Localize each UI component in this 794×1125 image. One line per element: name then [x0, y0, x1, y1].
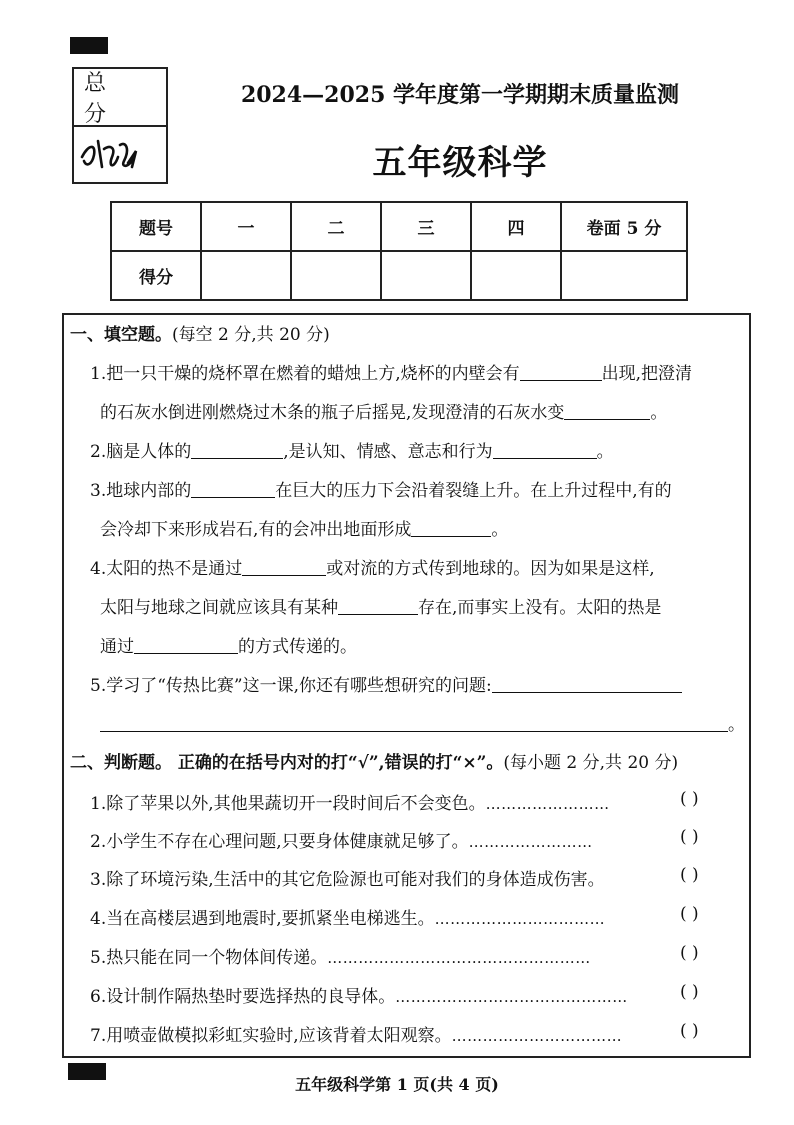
table-cell: 三 [381, 202, 471, 251]
judge-item-text: 2.小学生不存在心理问题,只要身体健康就足够了。 [90, 832, 469, 852]
signature-scribble-icon [74, 127, 166, 180]
judge-item-text: 4.当在高楼层遇到地震时,要抓紧坐电梯逃生。 [90, 909, 435, 929]
q4-text-f: 的方式传递的。 [238, 637, 357, 657]
table-cell: 二 [291, 202, 381, 251]
section1-heading-line [70, 320, 330, 345]
answer-blank[interactable] [242, 558, 326, 576]
leader-dots: …………………… [468, 833, 593, 851]
answer-blank[interactable] [134, 636, 238, 654]
q3-text-b: 在巨大的压力下会沿着裂缝上升。在上升过程中,有的 [275, 481, 672, 501]
section2-heading: 二、判断题。 [70, 753, 172, 773]
q4-text-e: 通过 [100, 637, 134, 657]
judge-item [90, 827, 593, 852]
table-cell: 得分 [111, 251, 201, 300]
q1-line1 [90, 359, 692, 384]
answer-paren[interactable]: ( ) [680, 865, 699, 885]
q1-end: 。 [650, 403, 668, 423]
judge-item-text: 7.用喷壶做模拟彩虹实验时,应该背着太阳观察。 [90, 1026, 452, 1046]
page-title: 五年级科学 [372, 143, 548, 183]
q3-end: 。 [491, 520, 509, 540]
section1-note: (每空 2 分,共 20 分) [172, 325, 330, 345]
score-input-cell[interactable] [381, 251, 471, 300]
answer-paren[interactable]: ( ) [680, 789, 699, 809]
judge-item [90, 982, 628, 1007]
section2-instruction: 正确的在括号内对的打“√”,错误的打“×”。 [172, 753, 504, 773]
answer-paren[interactable]: ( ) [680, 982, 699, 1002]
leader-dots: …………………………… [434, 910, 606, 928]
q2-text-b: ,是认知、情感、意志和行为 [283, 442, 493, 462]
answer-blank[interactable] [492, 675, 682, 693]
table-cell: 卷面 5 分 [561, 202, 687, 251]
answer-blank[interactable] [100, 714, 728, 732]
q4-text-d: 存在,而事实上没有。太阳的热是 [418, 598, 662, 618]
judge-item [90, 865, 605, 890]
q2-text-a: 2.脑是人体的 [90, 442, 192, 462]
total-score-label: 总 分 [74, 69, 166, 127]
exam-subtitle: 2024—2025 学年度第一学期期末质量监测 [240, 82, 680, 108]
table-cell: 一 [201, 202, 291, 251]
leader-dots: …………………………………………… [327, 949, 591, 967]
score-input-cell[interactable] [201, 251, 291, 300]
judge-item-text: 6.设计制作隔热垫时要选择热的良导体。 [90, 987, 396, 1007]
answer-blank[interactable] [191, 441, 283, 459]
q3-line1 [90, 476, 672, 501]
section1-heading: 一、填空题。 [70, 325, 172, 345]
answer-paren[interactable]: ( ) [680, 904, 699, 924]
score-table [110, 201, 688, 301]
answer-paren[interactable]: ( ) [680, 827, 699, 847]
leader-dots: ……………………………………… [395, 988, 628, 1006]
judge-item [90, 789, 610, 814]
q3-text-a: 3.地球内部的 [90, 481, 192, 501]
section2-note: (每小题 2 分,共 20 分) [503, 753, 679, 773]
grader-signature [74, 127, 166, 182]
q1-text-c: 的石灰水倒进刚燃烧过木条的瓶子后摇晃,发现澄清的石灰水变 [100, 403, 565, 423]
answer-paren[interactable]: ( ) [680, 1021, 699, 1041]
judge-item-text: 5.热只能在同一个物体间传递。 [90, 948, 328, 968]
q3-text-c: 会冷却下来形成岩石,有的会冲出地面形成 [100, 520, 412, 540]
page-footer: 五年级科学第 1 页(共 4 页) [295, 1075, 499, 1094]
table-cell: 四 [471, 202, 561, 251]
answer-blank[interactable] [520, 363, 602, 381]
registration-mark-top [70, 37, 108, 54]
q1-text-a: 1.把一只干燥的烧杯罩在燃着的蜡烛上方,烧杯的内壁会有 [90, 364, 520, 384]
q5-text-a: 5.学习了“传热比赛”这一课,你还有哪些想研究的问题: [90, 676, 492, 696]
q5-line2 [100, 710, 745, 735]
answer-blank[interactable] [493, 441, 597, 459]
q4-line3 [100, 632, 357, 657]
q2-end: 。 [596, 442, 614, 462]
q3-line2 [100, 515, 508, 540]
table-cell: 题号 [111, 202, 201, 251]
q5-line1 [90, 671, 682, 696]
q4-line1 [90, 554, 655, 579]
q1-text-b: 出现,把澄清 [601, 364, 693, 384]
q5-end: 。 [728, 715, 745, 735]
q4-line2 [100, 593, 661, 618]
total-score-box [72, 67, 168, 184]
judge-item [90, 904, 605, 929]
q4-text-c: 太阳与地球之间就应该具有某种 [100, 598, 338, 618]
table-row [111, 251, 687, 300]
judge-item [90, 943, 591, 968]
q4-text-b: 或对流的方式传到地球的。因为如果是这样, [326, 559, 655, 579]
answer-blank[interactable] [191, 480, 275, 498]
answer-blank[interactable] [564, 402, 650, 420]
score-input-cell[interactable] [561, 251, 687, 300]
answer-blank[interactable] [338, 597, 418, 615]
table-row [111, 202, 687, 251]
answer-paren[interactable]: ( ) [680, 943, 699, 963]
section2-heading-line [70, 748, 678, 773]
score-input-cell[interactable] [471, 251, 561, 300]
q1-line2 [100, 398, 667, 423]
leader-dots: …………………… [485, 795, 610, 813]
q4-text-a: 4.太阳的热不是通过 [90, 559, 243, 579]
judge-item [90, 1021, 622, 1046]
score-input-cell[interactable] [291, 251, 381, 300]
q2-line [90, 437, 614, 462]
judge-item-text: 1.除了苹果以外,其他果蔬切开一段时间后不会变色。 [90, 794, 486, 814]
judge-item-text: 3.除了环境污染,生活中的其它危险源也可能对我们的身体造成伤害。 [90, 870, 605, 890]
leader-dots: …………………………… [451, 1027, 623, 1045]
answer-blank[interactable] [411, 519, 491, 537]
